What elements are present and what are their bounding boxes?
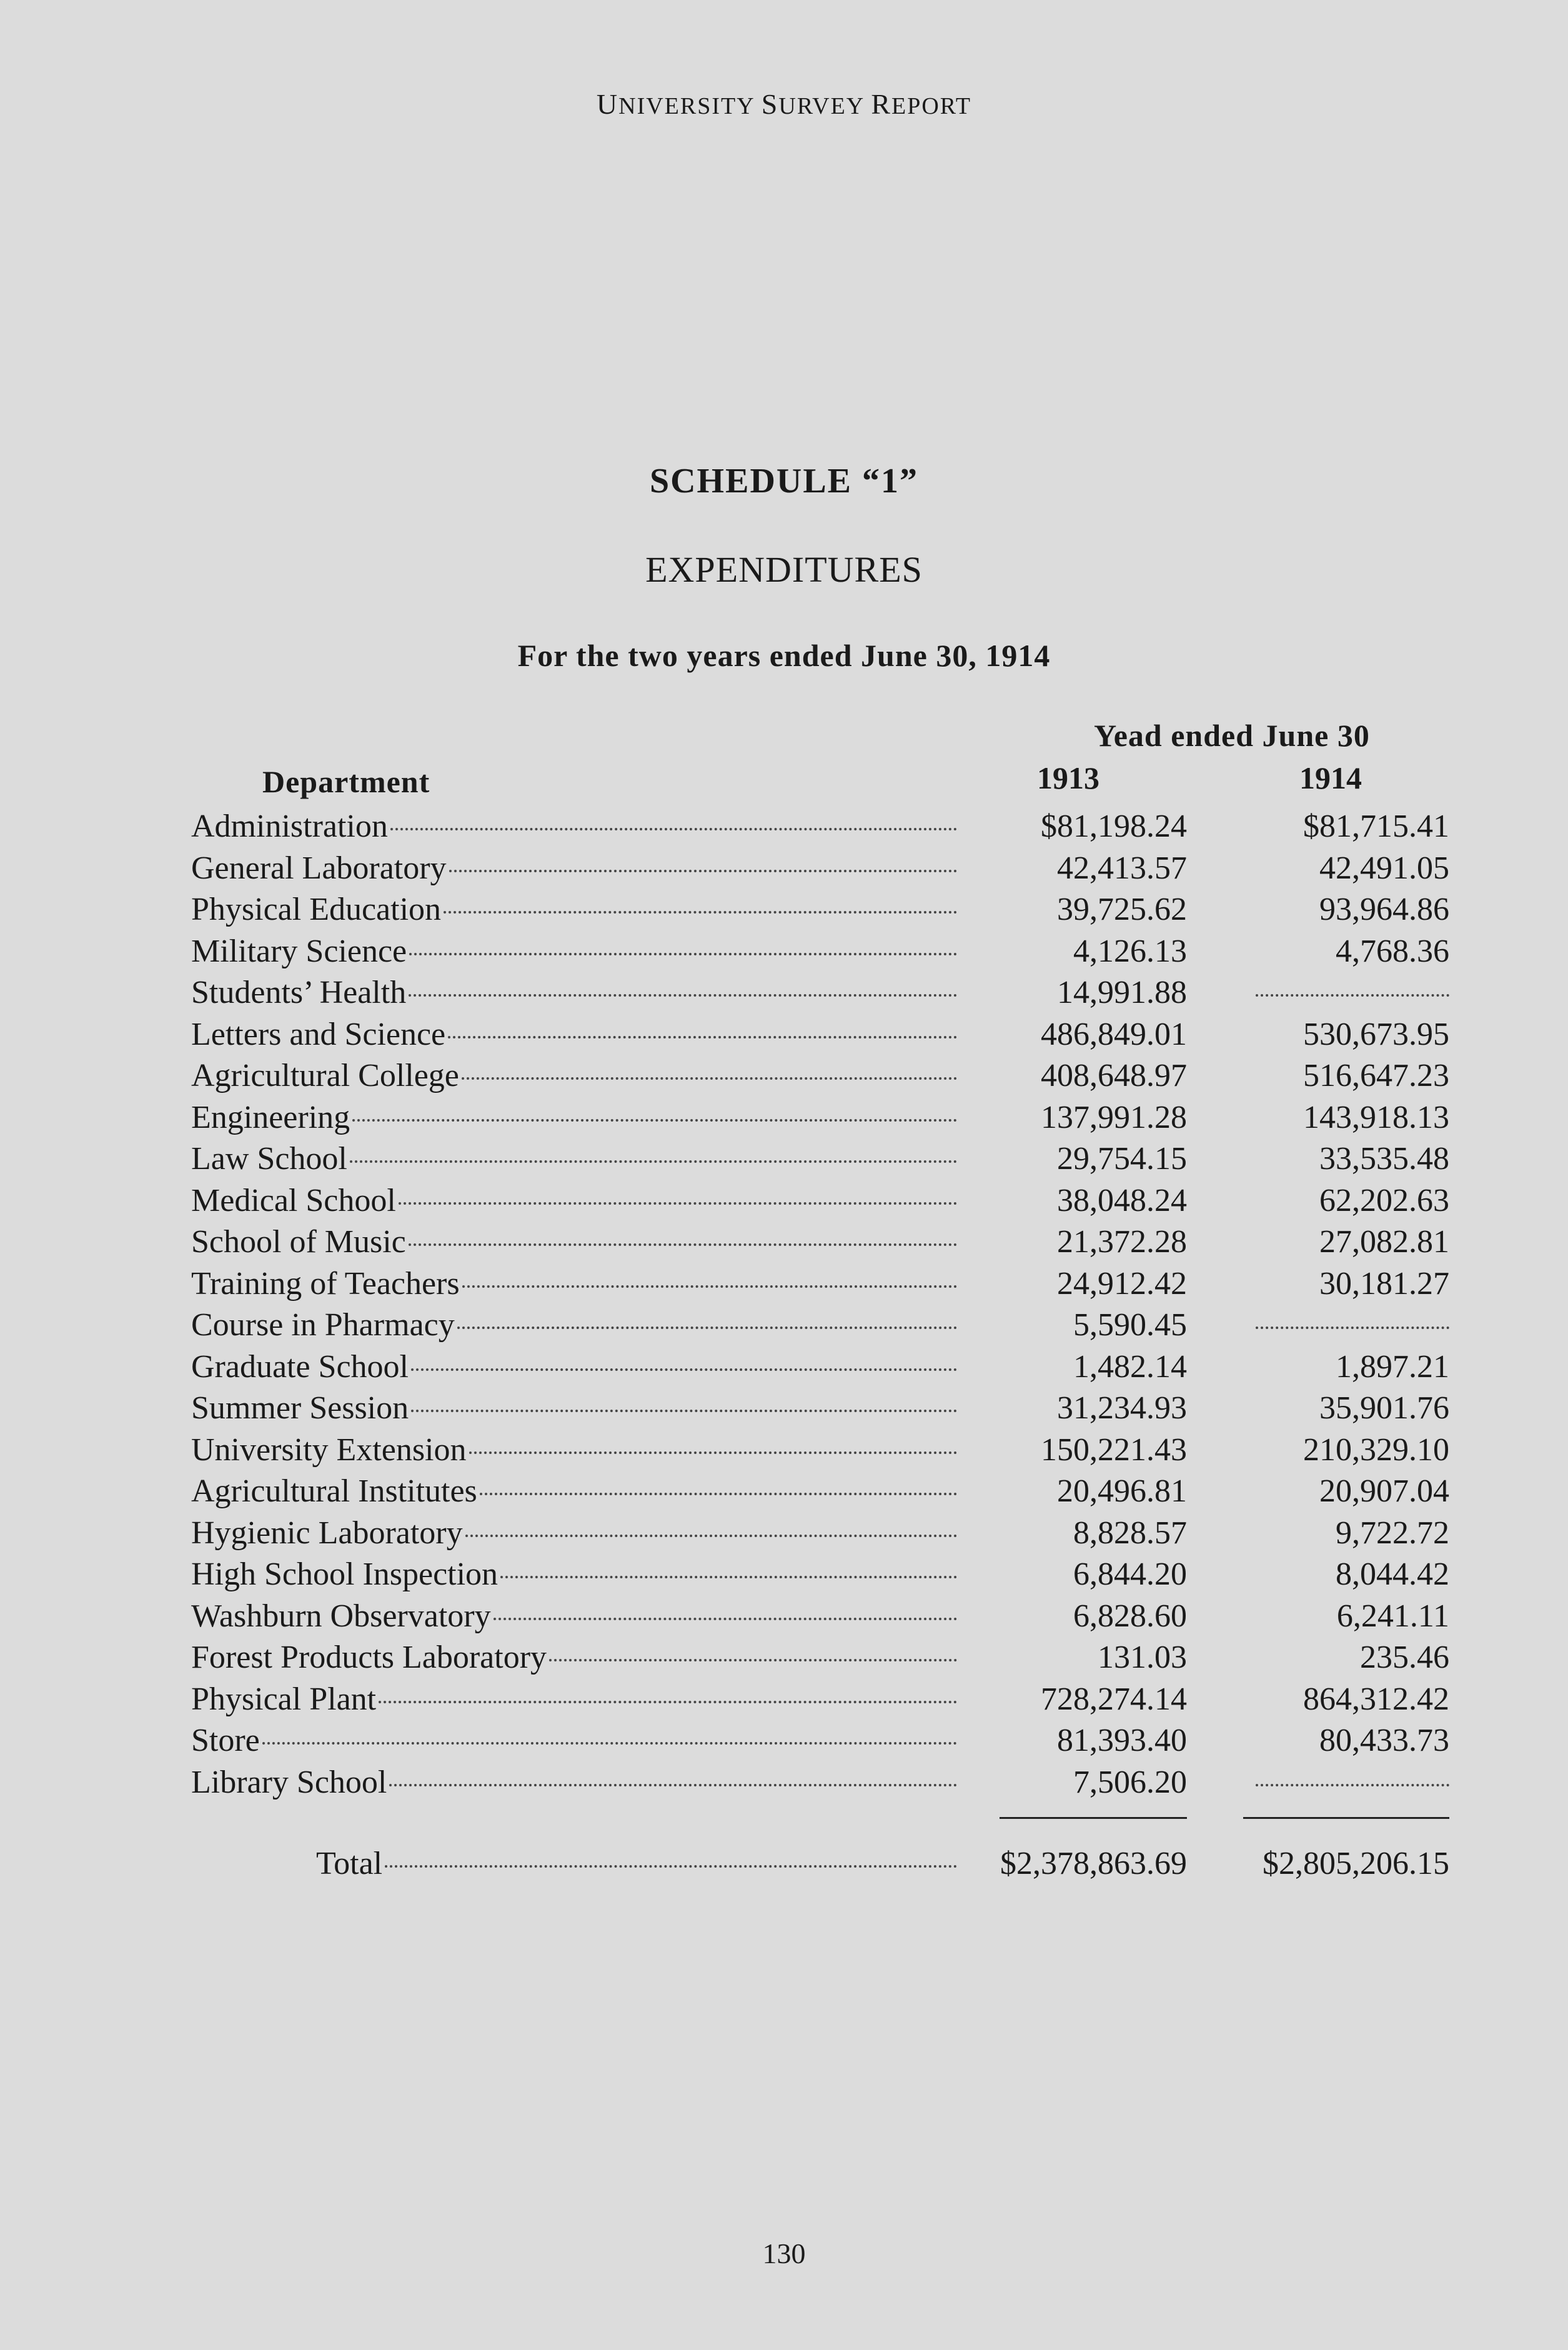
department-name: Store [191,1723,260,1758]
amount-1914: 42,491.05 [1319,850,1449,886]
table-row [0,1637,1568,1679]
department-name: Physical Plant [191,1681,377,1717]
dot-leader [500,1576,957,1578]
total-row [0,1843,1568,1887]
department-name: Library School [191,1764,387,1800]
amount-1913: 31,234.93 [1057,1390,1187,1426]
amount-1914: 530,673.95 [1303,1016,1449,1052]
total-label: Total [316,1846,383,1881]
amount-1914: 35,901.76 [1319,1390,1449,1426]
amount-1913: $81,198.24 [1041,809,1187,844]
amount-1913: 728,274.14 [1041,1681,1187,1717]
department-cell [191,1305,960,1346]
dot-leader [390,828,957,830]
column-header-1913: 1913 [1037,760,1099,795]
year-group-label: Yead ended June 30 [1094,718,1370,753]
department-name: General Laboratory [191,850,447,886]
amount-1913: 14,991.88 [1057,975,1187,1010]
dot-leader [448,1036,957,1038]
department-name: Engineering [191,1099,350,1135]
department-cell [191,1720,960,1761]
table-row [0,972,1568,1014]
table-row [0,889,1568,931]
amount-1914: $81,715.41 [1303,809,1449,844]
running-head: UNIVERSITY SURVEY REPORT [596,88,972,120]
amount-1914 [1224,972,1449,1013]
amount-1913: 38,048.24 [1057,1182,1187,1218]
table-row [0,1471,1568,1513]
department-name: Law School [191,1141,347,1177]
amount-1913: 24,912.42 [1057,1265,1187,1302]
department-cell [191,1388,960,1429]
department-cell [191,1679,960,1720]
department-cell [191,1014,960,1055]
dot-leader [469,1451,957,1454]
amount-1914 [1224,1762,1449,1803]
table-row [0,1596,1568,1638]
table-row [0,1263,1568,1305]
amount-1914: 30,181.27 [1319,1265,1449,1302]
table-row [0,1347,1568,1388]
table-row [0,1720,1568,1762]
department-cell [191,806,960,847]
dot-leader [480,1493,957,1495]
dot-leader [465,1535,957,1537]
department-cell [191,1263,960,1305]
department-name: Medical School [191,1182,396,1218]
department-name: Summer Session [191,1390,409,1426]
department-name: Hygienic Laboratory [191,1515,463,1551]
dot-leader [409,1243,957,1246]
table-row [0,806,1568,848]
amount-1914: 864,312.42 [1303,1681,1449,1717]
amount-1913: 131.03 [1098,1640,1187,1675]
dot-leader [462,1285,957,1288]
department-name: Graduate School [191,1348,409,1385]
department-cell [191,1554,960,1595]
amount-1914: 9,722.72 [1336,1515,1449,1551]
total-rules [0,1817,1568,1823]
dot-leader [350,1160,957,1163]
department-cell [191,1347,960,1388]
amount-1913: 4,126.13 [1073,933,1187,969]
table-row [0,1388,1568,1430]
table-row [0,1679,1568,1721]
dot-leader [549,1659,957,1661]
department-column-header: Department [262,764,430,799]
table-row [0,1222,1568,1263]
amount-1914: 210,329.10 [1303,1431,1449,1468]
amount-1914: 1,897.21 [1336,1348,1449,1385]
amount-1913: 1,482.14 [1073,1348,1187,1385]
department-cell [191,1596,960,1637]
no-amount-dots [1256,1327,1449,1329]
total-1914: $2,805,206.15 [1263,1846,1449,1881]
department-name: Course in Pharmacy [191,1307,455,1343]
dot-leader [399,1202,957,1205]
department-name: Administration [191,809,388,844]
amount-1913: 6,828.60 [1073,1598,1187,1634]
total-rule-1913 [1000,1817,1187,1819]
department-name: University Extension [191,1431,467,1468]
department-cell [191,1471,960,1512]
department-cell [191,1513,960,1554]
no-amount-dots [1256,994,1449,997]
department-name: Students’ Health [191,975,407,1010]
amount-1913: 20,496.81 [1057,1473,1187,1509]
department-cell [191,1762,960,1803]
dot-leader [462,1077,957,1080]
amount-1914: 62,202.63 [1319,1182,1449,1218]
department-name: Agricultural Institutes [191,1473,477,1509]
department-name: Military Science [191,933,407,969]
department-cell [191,1430,960,1471]
dot-leader [409,994,957,997]
table-row [0,1180,1568,1222]
department-name: Agricultural College [191,1058,459,1093]
department-cell [191,1055,960,1097]
department-cell [191,1138,960,1180]
dot-leader [409,953,957,955]
amount-1913: 21,372.28 [1057,1224,1187,1260]
amount-1913: 6,844.20 [1073,1556,1187,1592]
amount-1913: 7,506.20 [1073,1764,1187,1800]
department-name: School of Music [191,1224,406,1260]
amount-1914: 80,433.73 [1319,1723,1449,1758]
dot-leader [444,911,957,914]
dot-leader [457,1327,957,1329]
amount-1914: 27,082.81 [1319,1224,1449,1260]
dot-leader [411,1368,957,1371]
dot-leader [494,1618,957,1620]
table-row [0,1430,1568,1471]
amount-1913: 42,413.57 [1057,850,1187,886]
table-row [0,1014,1568,1056]
dot-leader [449,870,957,872]
amount-1913: 408,648.97 [1041,1058,1187,1093]
schedule-title: SCHEDULE “1” [649,462,919,500]
table-row [0,1305,1568,1347]
amount-1914: 6,241.11 [1336,1598,1449,1634]
table-row [0,1554,1568,1596]
table-row [0,1138,1568,1180]
total-1913: $2,378,863.69 [1000,1846,1187,1881]
amount-1913: 150,221.43 [1041,1431,1187,1468]
dot-leader [262,1742,957,1745]
table-row [0,848,1568,890]
column-header-1914: 1914 [1299,760,1362,795]
department-cell [191,931,960,972]
dot-leader [385,1865,957,1868]
total-label-cell [316,1843,960,1884]
amount-1914: 143,918.13 [1303,1099,1449,1135]
department-cell [191,1097,960,1138]
section-title: EXPENDITURES [645,549,923,590]
amount-1913: 8,828.57 [1073,1515,1187,1551]
amount-1913: 5,590.45 [1073,1307,1187,1343]
subtitle: For the two years ended June 30, 1914 [517,638,1051,673]
department-name: Washburn Observatory [191,1598,491,1634]
table-row [0,931,1568,973]
table-row [0,1513,1568,1555]
amount-1913: 39,725.62 [1057,892,1187,927]
page-number: 130 [762,2238,806,2269]
department-cell [191,848,960,889]
dot-leader [389,1784,957,1786]
dot-leader [352,1119,957,1122]
dot-leader [379,1701,957,1703]
amount-1914: 516,647.23 [1303,1058,1449,1093]
amount-1914: 20,907.04 [1319,1473,1449,1509]
amount-1913: 81,393.40 [1057,1723,1187,1758]
amount-1913: 486,849.01 [1041,1016,1187,1052]
department-name: Forest Products Laboratory [191,1640,547,1675]
amount-1913: 137,991.28 [1041,1099,1187,1135]
no-amount-dots [1256,1784,1449,1786]
department-cell [191,972,960,1013]
amount-1914: 93,964.86 [1319,892,1449,927]
department-name: High School Inspection [191,1556,499,1592]
table-row [0,1097,1568,1139]
amount-1914: 235.46 [1360,1640,1449,1675]
table-row [0,1762,1568,1804]
department-cell [191,889,960,930]
dot-leader [411,1410,957,1412]
department-cell [191,1637,960,1678]
department-name: Physical Education [191,892,442,927]
department-name: Training of Teachers [191,1265,460,1302]
amount-1914: 4,768.36 [1336,933,1449,969]
amount-1913: 29,754.15 [1057,1141,1187,1177]
department-name: Letters and Science [191,1016,446,1052]
expenditure-table [0,806,1568,1803]
amount-1914: 33,535.48 [1319,1141,1449,1177]
table-row [0,1055,1568,1097]
department-cell [191,1180,960,1222]
total-rule-1914 [1243,1817,1449,1819]
amount-1914 [1224,1305,1449,1346]
department-cell [191,1222,960,1263]
amount-1914: 8,044.42 [1336,1556,1449,1592]
